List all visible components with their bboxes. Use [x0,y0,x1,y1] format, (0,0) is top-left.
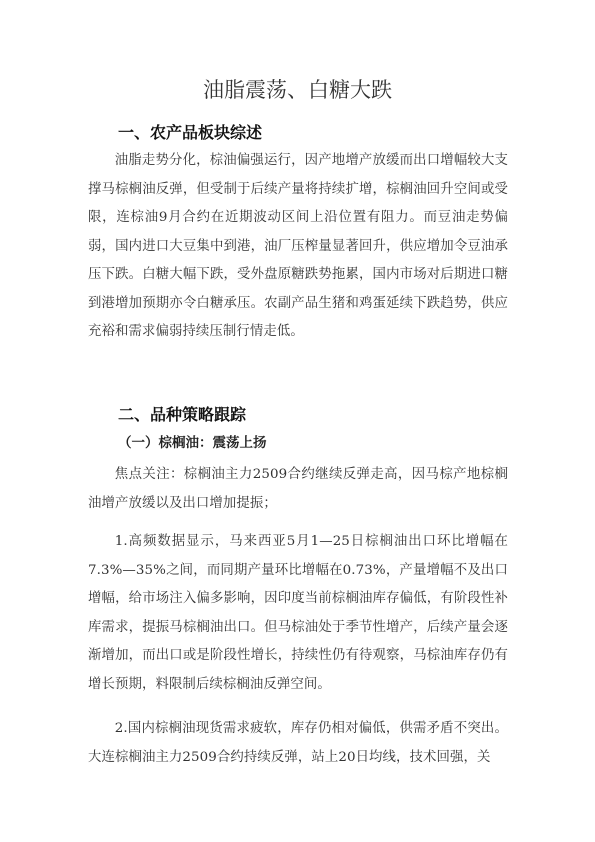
overview-paragraph: 油脂走势分化，棕油偏强运行，因产地增产放缓而出口增幅较大支撑马棕榈油反弹，但受制于后续产量将持续扩增，棕榈油回升空间或受限，连棕油9月合约在近期波动区间上沿位置有阻力。而豆油走势偏弱，国内进口大豆集中到港，油厂压榨量显著回升，供应增加令豆油承压下跌。白糖大幅下跌，受外盘原糖跌势拖累，国内市场对后期进口糖到港增加预期亦令白糖承压。农副产品生猪和鸡蛋延续下跌趋势，供应充裕和需求偏弱持续压制行情走低。 [88,153,508,339]
point-2-paragraph: 2.国内棕榈油现货需求疲软，库存仍相对偏低，供需矛盾不突出。大连棕榈油主力2509合约持续反弹，站上20日均线，技术回强，关 [88,721,508,765]
section-heading-overview: 一、农产品板块综述 [118,123,263,142]
focus-paragraph: 焦点关注：棕榈油主力2509合约继续反弹走高，因马棕产地棕榈油增产放缓以及出口增加提振； [88,467,508,511]
subsection-heading-palm-oil: （一）棕榈油：震荡上扬 [118,435,267,451]
point-1-paragraph: 1.高频数据显示，马来西亚5月1—25日棕榈油出口环比增幅在7.3%—35%之间，而同期产量环比增幅在0.73%，产量增幅不及出口增幅，给市场注入偏多影响，因印度当前棕榈油库存偏低，有阶段性补库需求，提振马棕榈油出口。但马棕油处于季节性增产，后续产量会逐渐增加，而出口或是阶段性增长，持续性仍有待观察，马棕油库存仍有增长预期，料限制后续棕榈油反弹空间。 [88,534,508,692]
section-heading-strategy: 二、品种策略跟踪 [118,405,247,424]
document-title: 油脂震荡、白糖大跌 [203,78,392,102]
